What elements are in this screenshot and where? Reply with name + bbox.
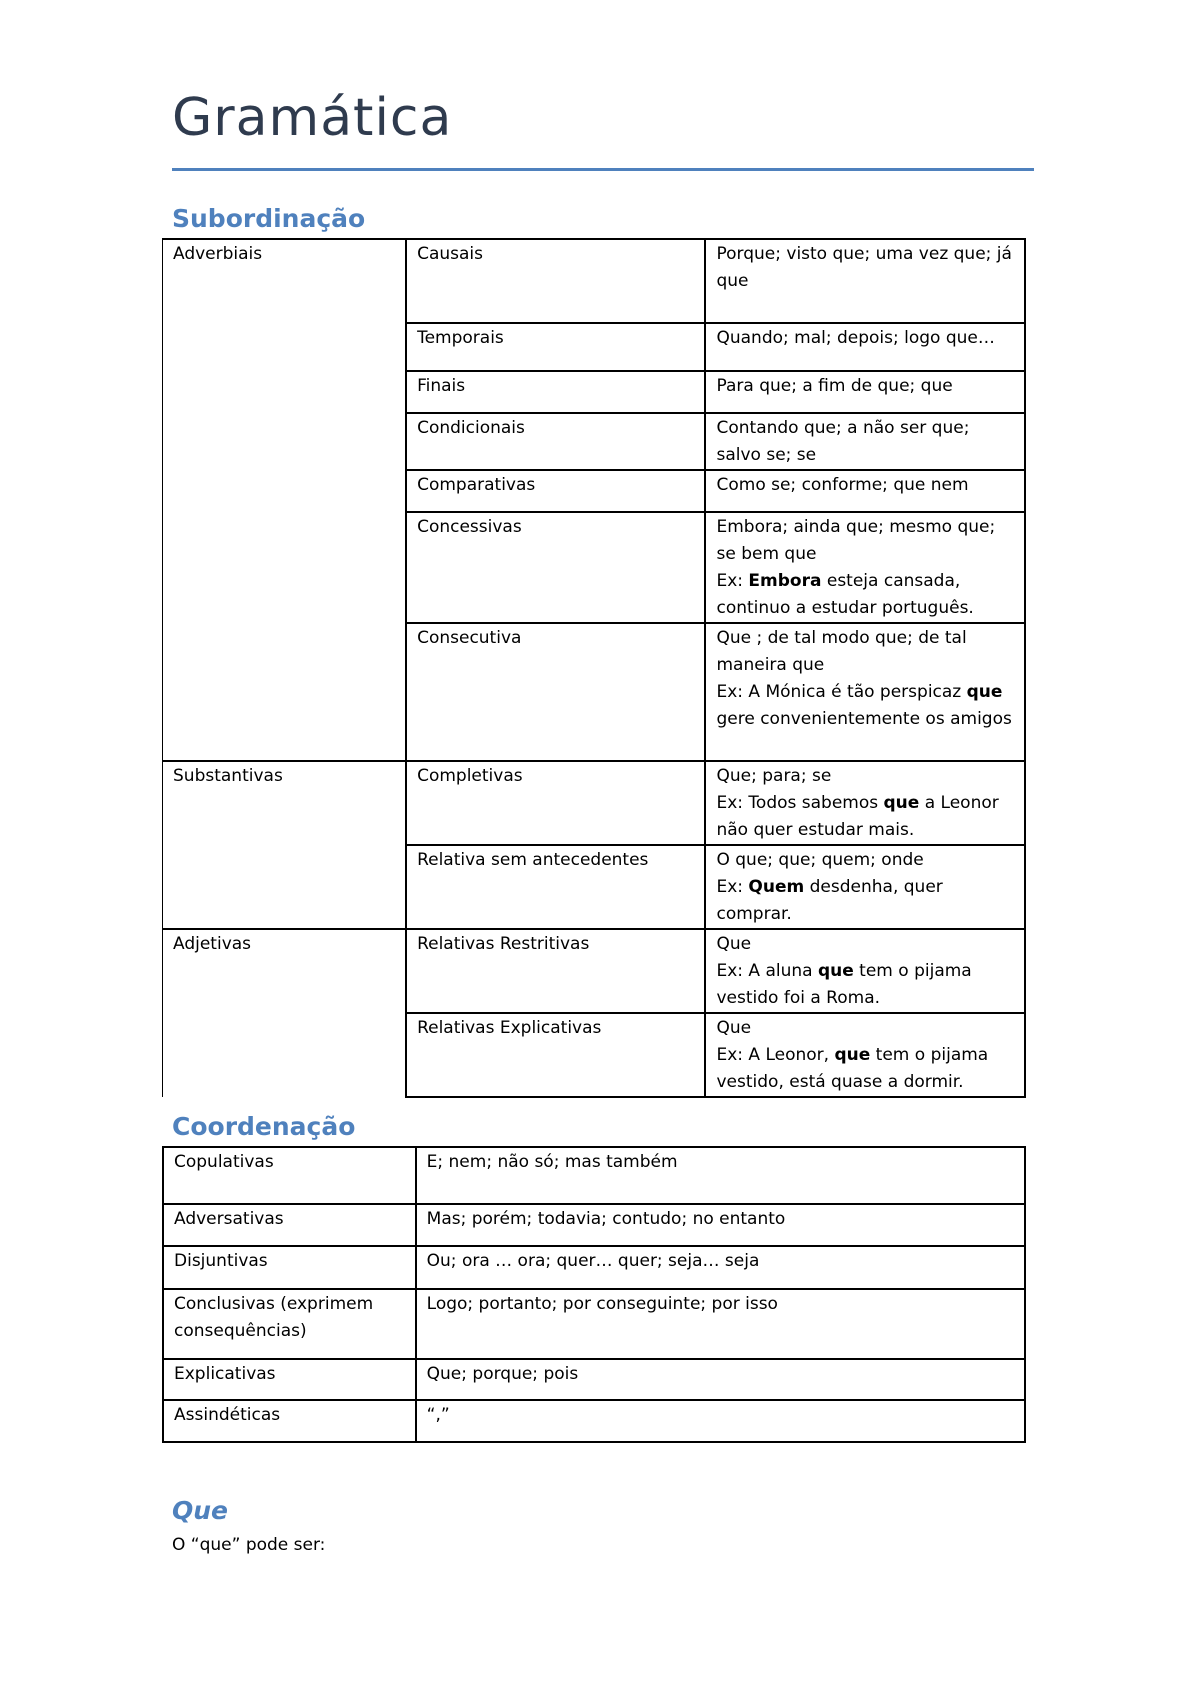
examples-cell xyxy=(705,1013,1025,1097)
type-cell: Concessivas xyxy=(406,512,705,623)
example-sentence: Ex: Todos sabemos que a Leonor não quer estudar mais. xyxy=(716,793,999,840)
example-sentence: Ex: A Leonor, que tem o pijama vestido, está quase a dormir. xyxy=(716,1045,989,1092)
type-cell: Relativas Restritivas xyxy=(406,929,705,1013)
example-sentence: Ex: A aluna que tem o pijama vestido foi a Roma. xyxy=(716,961,972,1008)
table-row xyxy=(163,1246,1025,1289)
table-row xyxy=(163,239,1026,323)
type-cell: Comparativas xyxy=(406,470,705,512)
group-cell: Adverbiais xyxy=(163,239,407,761)
table-row xyxy=(163,929,1026,1013)
table-row xyxy=(163,1147,1025,1204)
connectives: Que xyxy=(716,934,752,954)
type-cell: Assindéticas xyxy=(163,1400,416,1442)
table-row xyxy=(163,761,1026,845)
examples-cell: Contando que; a não ser que; salvo se; se xyxy=(705,413,1025,470)
examples-cell xyxy=(705,761,1025,845)
table-row xyxy=(163,1359,1025,1400)
examples-cell: “,” xyxy=(416,1400,1025,1442)
examples-cell xyxy=(705,512,1025,623)
examples-cell xyxy=(705,929,1025,1013)
type-cell: Disjuntivas xyxy=(163,1246,416,1289)
connectives: Que; para; se xyxy=(716,766,832,786)
examples-cell: Ou; ora … ora; quer… quer; seja… seja xyxy=(416,1246,1025,1289)
example-sentence: Ex: Embora esteja cansada, continuo a estudar português. xyxy=(716,571,974,618)
group-cell: Adjetivas xyxy=(163,929,407,1097)
examples-cell: Como se; conforme; que nem xyxy=(705,470,1025,512)
type-cell: Relativa sem antecedentes xyxy=(406,845,705,929)
coordenacao-table xyxy=(162,1146,1026,1443)
examples-cell xyxy=(705,623,1025,761)
title-underline xyxy=(172,168,1034,171)
type-cell: Relativas Explicativas xyxy=(406,1013,705,1097)
type-cell: Adversativas xyxy=(163,1204,416,1246)
heading-que: Que xyxy=(172,1496,229,1525)
connectives: Que xyxy=(716,1018,752,1038)
table-row xyxy=(163,1289,1025,1359)
type-cell: Completivas xyxy=(406,761,705,845)
table-row xyxy=(163,1204,1025,1246)
type-cell: Condicionais xyxy=(406,413,705,470)
connectives: Embora; ainda que; mesmo que; se bem que xyxy=(716,517,996,564)
connectives: Que ; de tal modo que; de tal maneira que xyxy=(716,628,967,675)
group-cell: Substantivas xyxy=(163,761,407,929)
examples-cell: Logo; portanto; por conseguinte; por isso xyxy=(416,1289,1025,1359)
example-sentence: Ex: A Mónica é tão perspicaz que gere convenientemente os amigos xyxy=(716,682,1012,729)
examples-cell: Quando; mal; depois; logo que… xyxy=(705,323,1025,371)
example-sentence: Ex: Quem desdenha, quer comprar. xyxy=(716,877,943,924)
type-cell: Explicativas xyxy=(163,1359,416,1400)
examples-cell: Porque; visto que; uma vez que; já que xyxy=(705,239,1025,323)
connectives: O que; que; quem; onde xyxy=(716,850,924,870)
examples-cell: Que; porque; pois xyxy=(416,1359,1025,1400)
document-title: Gramática xyxy=(172,88,453,148)
examples-cell xyxy=(705,845,1025,929)
examples-cell: Mas; porém; todavia; contudo; no entanto xyxy=(416,1204,1025,1246)
examples-cell: Para que; a fim de que; que xyxy=(705,371,1025,413)
examples-cell: E; nem; não só; mas também xyxy=(416,1147,1025,1204)
type-cell: Finais xyxy=(406,371,705,413)
que-intro: O “que” pode ser: xyxy=(172,1535,326,1555)
heading-subordinacao: Subordinação xyxy=(172,204,366,233)
type-cell: Temporais xyxy=(406,323,705,371)
type-cell: Causais xyxy=(406,239,705,323)
type-cell: Consecutiva xyxy=(406,623,705,761)
subordinacao-table xyxy=(162,238,1026,1098)
type-cell: Conclusivas (exprimem consequências) xyxy=(163,1289,416,1359)
type-cell: Copulativas xyxy=(163,1147,416,1204)
table-row xyxy=(163,1400,1025,1442)
heading-coordenacao: Coordenação xyxy=(172,1112,356,1141)
